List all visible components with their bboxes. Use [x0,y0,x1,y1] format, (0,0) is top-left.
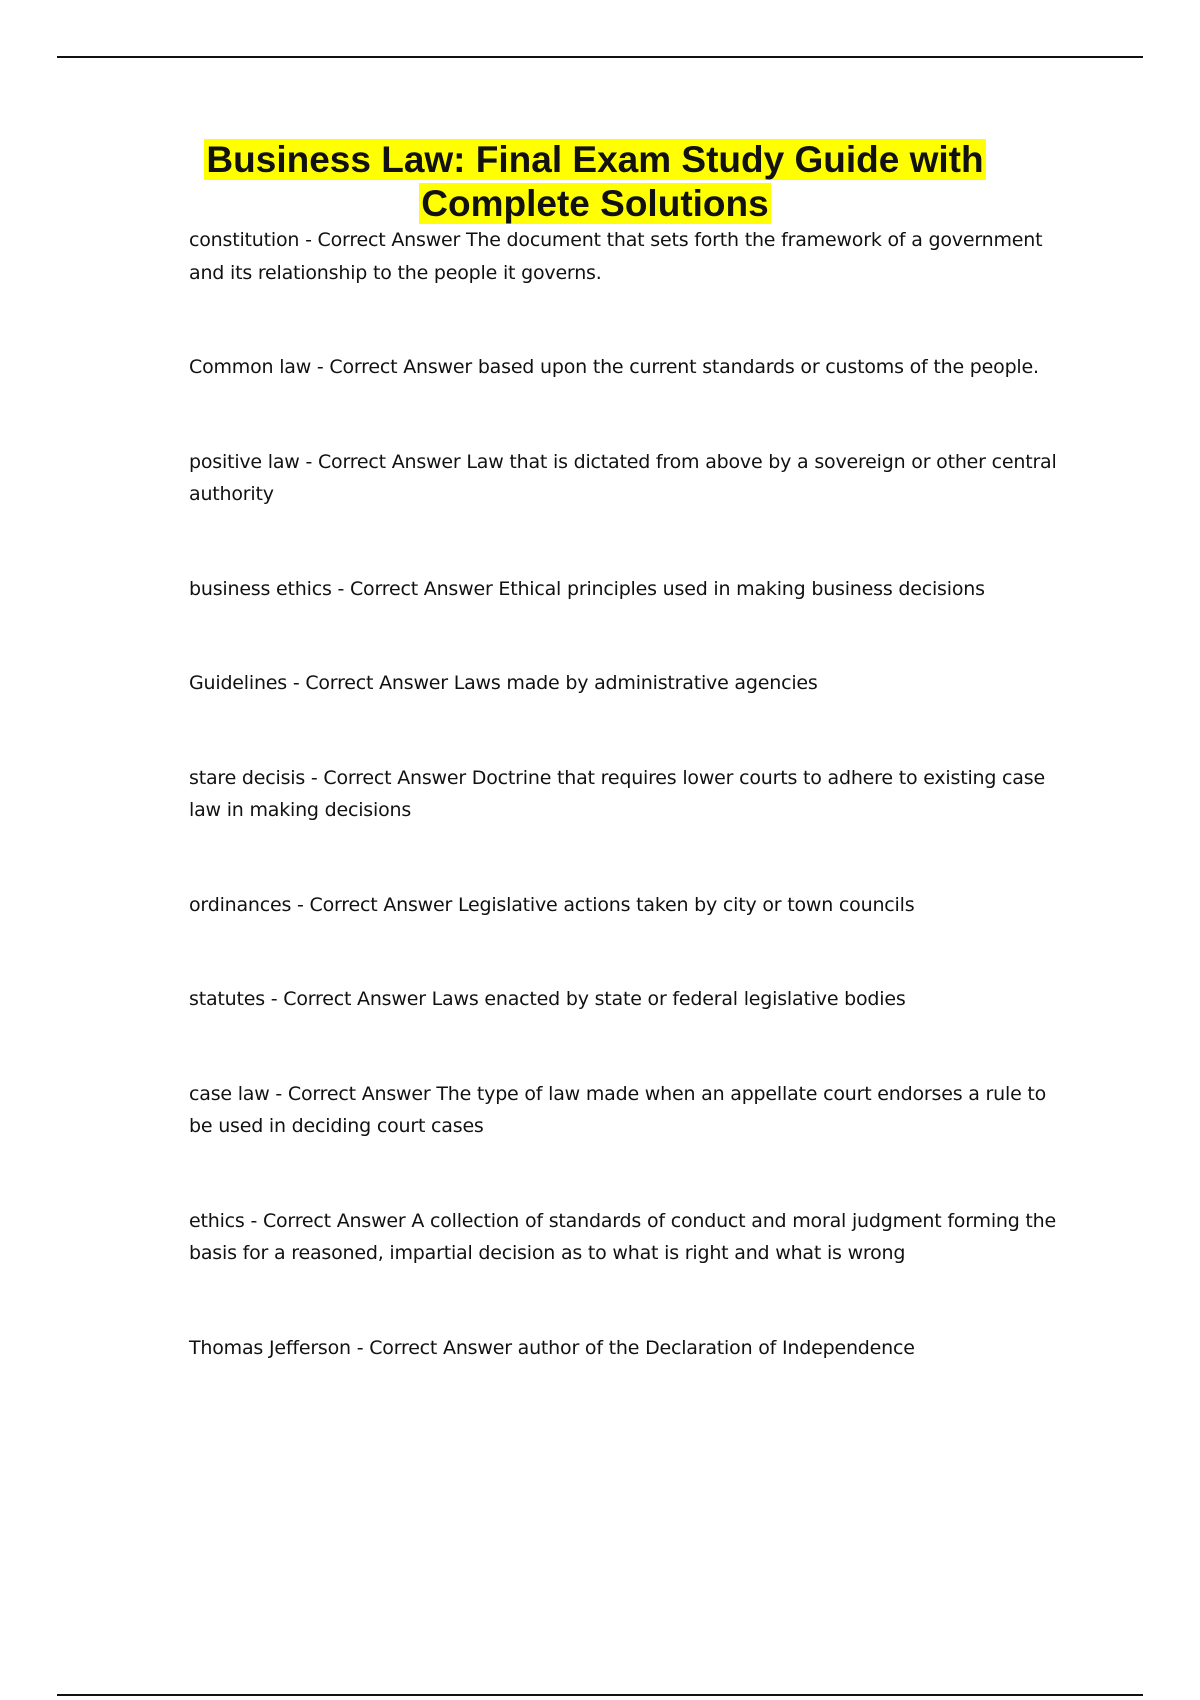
top-divider [57,56,1143,58]
qa-entry-thomas-jefferson: Thomas Jefferson - Correct Answer author of the Declaration of Independence [189,1336,915,1359]
title-line-2: Complete Solutions [421,183,769,224]
qa-entry-guidelines: Guidelines - Correct Answer Laws made by administrative agencies [189,672,818,694]
qa-entry-ordinances: ordinances - Correct Answer Legislative actions taken by city or town councils [189,893,915,916]
qa-entry-statutes: statutes - Correct Answer Laws enacted by state or federal legislative bodies [189,988,906,1010]
title-line-1: Business Law: Final Exam Study Guide with [206,139,984,180]
qa-entry-case-law: case law - Correct Answer The type of law made when an appellate court endorses a rule to be used in deciding court cases [189,1082,1047,1137]
qa-entry-business-ethics: business ethics - Correct Answer Ethical principles used in making business decisions [189,577,985,600]
bottom-divider [57,1694,1143,1696]
qa-list [189,224,1069,1426]
qa-entry-stare-decisis: stare decisis - Correct Answer Doctrine that requires lower courts to adhere to existing case law in making decisions [189,766,1045,821]
qa-entry-ethics: ethics - Correct Answer A collection of standards of conduct and moral judgment forming the basis for a reasoned, impartial decision as to what is right and what is wrong [189,1209,1057,1264]
qa-entry-positive-law: positive law - Correct Answer Law that is dictated from above by a sovereign or other central authority [189,450,1057,505]
qa-entry-common-law: Common law - Correct Answer based upon the current standards or customs of the people. [189,356,1039,378]
page-title [150,138,1040,226]
qa-entry-constitution: constitution - Correct Answer The document that sets forth the framework of a government and its relationship to the people it governs. [189,229,1043,284]
